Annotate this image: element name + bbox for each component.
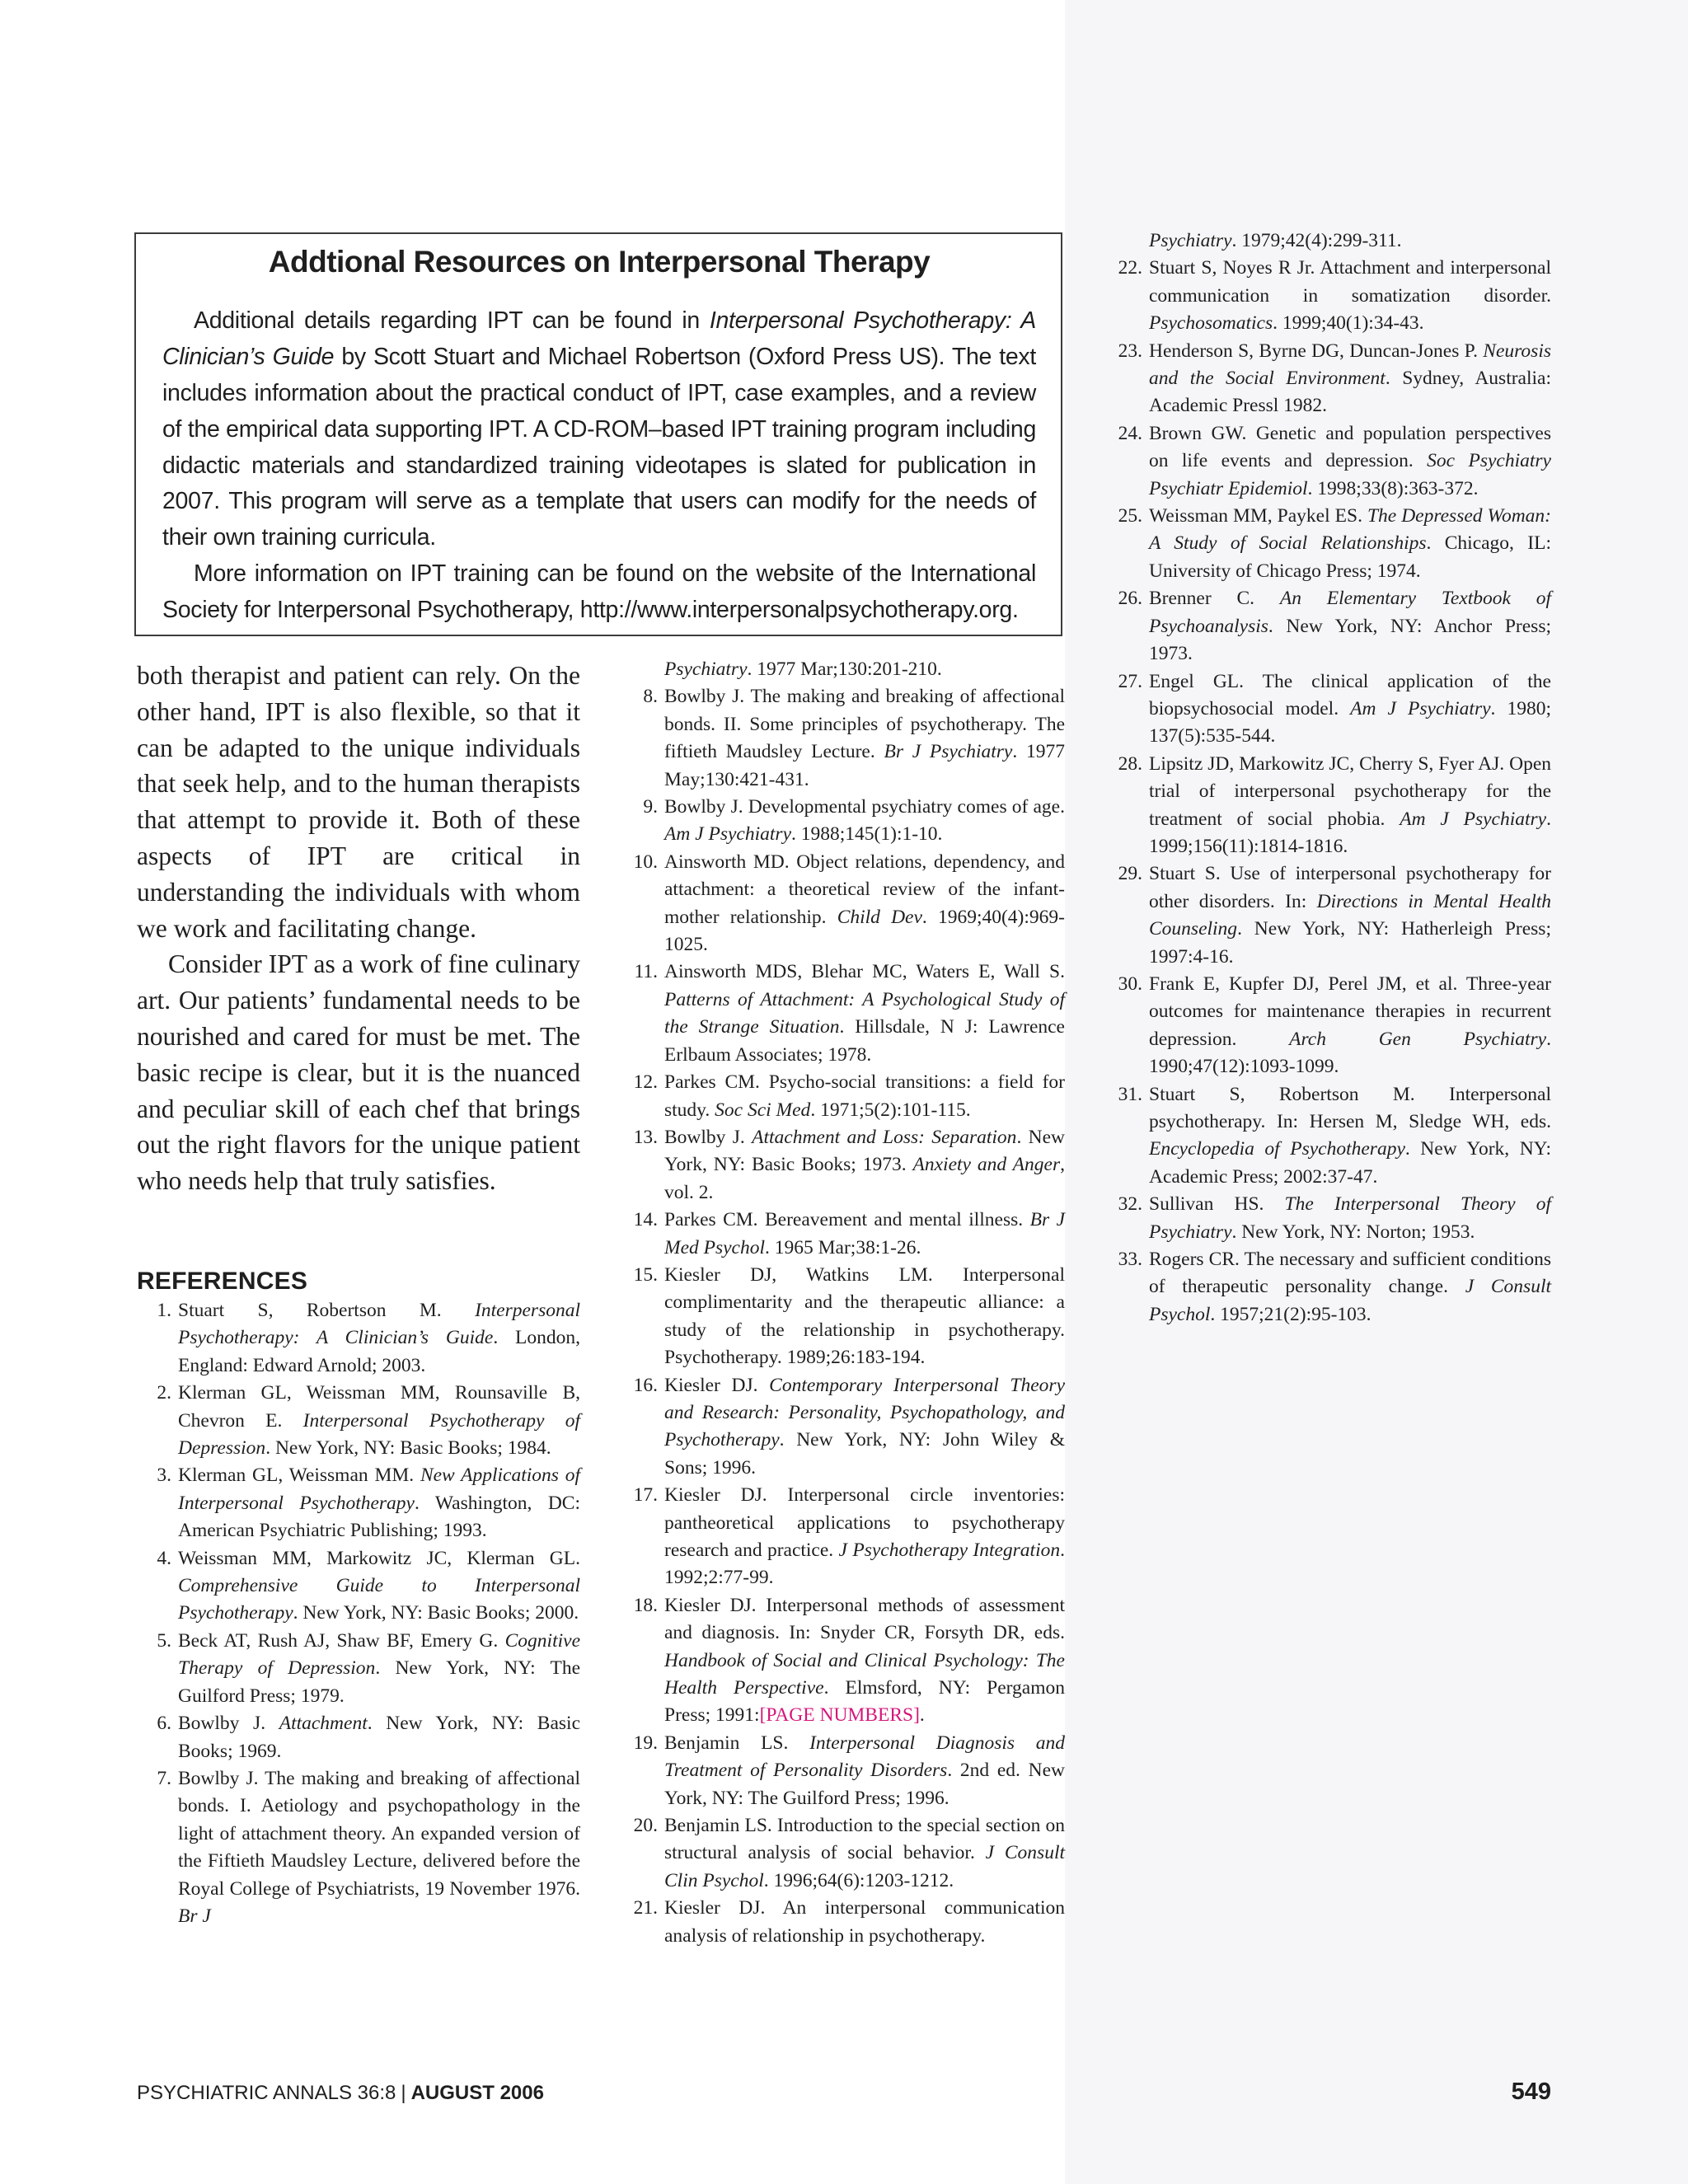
reference-title: Am J Psychiatry: [664, 823, 792, 846]
reference-body: [178, 1548, 580, 1624]
reference-item: [137, 1628, 580, 1710]
reference-body: [1149, 863, 1551, 967]
reference-text: . 1977 Mar;130:201-210.: [747, 658, 942, 680]
reference-text: . New York, NY: John Wiley & Sons; 1996.: [664, 1429, 1065, 1479]
reference-text: . 1965 Mar;38:1-26.: [765, 1236, 921, 1258]
reference-title: Attachment and Loss: Separation: [752, 1126, 1017, 1148]
reference-number: 18.: [633, 1594, 658, 1616]
reference-number: 21.: [633, 1897, 658, 1919]
reference-item: [623, 1069, 1065, 1124]
reference-text: Bowlby J. The making and breaking of affectional bonds. II. Some principles of psychotherapy. The fiftieth Maudsley Lecture.: [664, 686, 1065, 763]
body-paragraph-2: Consider IPT as a work of fine culinary art. Our patients’ fundamental needs to be nourished and cared for must be met. The basic recipe is clear, but it is the nuanced and peculiar skill of each chef that brings out the right flavors for the unique patient who needs help that truly satisfies.: [137, 949, 580, 1196]
resources-sidebar-box: [134, 232, 1062, 636]
reference-body: [664, 1484, 1065, 1588]
reference-number: 12.: [633, 1071, 658, 1094]
reference-text: Klerman GL, Weissman MM.: [178, 1465, 420, 1487]
reference-number: 27.: [1118, 670, 1142, 692]
reference-text: Sullivan HS.: [1149, 1193, 1285, 1216]
reference-number: 4.: [157, 1547, 171, 1569]
reference-item: [137, 1297, 580, 1380]
reference-title: The Depressed Woman: A Study of Social Relationships: [1149, 505, 1551, 555]
reference-continuation: [1108, 227, 1551, 255]
reference-title: Interpersonal Psychotherapy of Depression: [178, 1409, 580, 1460]
reference-number: 20.: [633, 1815, 658, 1837]
reference-title: Handbook of Social and Clinical Psychology: The Health Perspective: [664, 1649, 1065, 1699]
reference-text: Bowlby J.: [664, 1126, 753, 1148]
reference-title: Contemporary Interpersonal Theory and Research: Personality, Psychopathology, and Psychotherapy: [664, 1374, 1065, 1451]
reference-number: 28.: [1118, 752, 1142, 775]
reference-title: J Consult Clin Psychol: [664, 1842, 1065, 1891]
reference-text: . New York, NY: Basic Books; 1973.: [664, 1126, 1066, 1176]
reference-text: . New York, NY: Hatherleigh Press; 1997:4-16.: [1149, 918, 1551, 968]
reference-number: 15.: [633, 1263, 658, 1286]
reference-number: 30.: [1118, 972, 1142, 995]
reference-body: [178, 1465, 580, 1541]
reference-body: [664, 1897, 1065, 1946]
reference-body: [664, 851, 1065, 955]
reference-text: Ainsworth MDS, Blehar MC, Waters E, Wall S.: [664, 961, 1065, 983]
footer-separator: |: [401, 2082, 406, 2104]
reference-title: Comprehensive Guide to Interpersonal Psychotherapy: [178, 1575, 580, 1624]
reference-item: [623, 1730, 1065, 1812]
reference-body: [1149, 340, 1551, 417]
reference-item: [1108, 585, 1551, 668]
reference-item: [1108, 420, 1551, 503]
reference-text: . New York, NY: The Guilford Press; 1979.: [178, 1657, 580, 1707]
reference-text: . 1969;40(4):969-1025.: [664, 906, 1065, 956]
reference-body: [1149, 671, 1551, 748]
reference-number: 5.: [157, 1629, 171, 1652]
reference-item: [137, 1710, 580, 1765]
reference-number: 8.: [643, 686, 658, 708]
reference-text: . 1992;2:77-99.: [664, 1540, 1065, 1589]
reference-body: [178, 1300, 580, 1376]
reference-item: [1108, 338, 1551, 420]
footer-date: AUGUST 2006: [410, 2082, 544, 2104]
reference-title: Interpersonal Diagnosis and Treatment of Personality Disorders: [664, 1732, 1066, 1782]
reference-number: 26.: [1118, 588, 1142, 610]
reference-number: 6.: [157, 1713, 171, 1735]
reference-text: Klerman GL, Weissman MM, Rounsaville B, Chevron E.: [178, 1382, 580, 1432]
reference-text: . 1999;156(11):1814-1816.: [1149, 808, 1551, 857]
reference-body: [1149, 753, 1551, 857]
reference-number: 17.: [633, 1484, 658, 1507]
reference-title: Interpersonal Psychotherapy: A Clinician’s Guide: [178, 1300, 580, 1349]
reference-body: [1149, 257, 1551, 334]
reference-item: [1108, 503, 1551, 585]
reference-number: 14.: [633, 1209, 658, 1231]
reference-title: Neurosis and the Social Environment: [1149, 340, 1551, 390]
reference-item: [623, 1207, 1065, 1262]
reference-body: [1149, 1084, 1551, 1188]
reference-body: [178, 1630, 580, 1707]
reference-title: Am J Psychiatry: [1350, 697, 1491, 719]
reference-number: 24.: [1118, 422, 1142, 444]
reference-number: 19.: [633, 1732, 658, 1754]
reference-text: . Elmsford, NY: Pergamon Press; 1991:: [664, 1677, 1065, 1727]
reference-text: . New York, NY: Basic Books; 1984.: [265, 1437, 551, 1460]
reference-text: Lipsitz JD, Markowitz JC, Cherry S, Fyer AJ. Open trial of interpersonal psychotherapy for the treatment of social phobia.: [1149, 752, 1551, 830]
reference-number: 13.: [633, 1126, 658, 1148]
reference-title: Br J: [178, 1905, 211, 1927]
reference-item: [1108, 1191, 1551, 1246]
reference-item: [137, 1765, 580, 1930]
references-column-1: [137, 1297, 580, 1930]
reference-text: Frank E, Kupfer DJ, Perel JM, et al. Three-year outcomes for maintenance therapies in recurrent depression.: [1149, 972, 1551, 1050]
reference-title: J Consult Psychol: [1149, 1276, 1552, 1325]
reference-text: Benjamin LS.: [664, 1732, 810, 1754]
references-heading: REFERENCES: [137, 1268, 308, 1295]
reference-text: . Hillsdale, N J: Lawrence Erlbaum Associates; 1978.: [664, 1016, 1065, 1066]
reference-text: . London, England: Edward Arnold; 2003.: [178, 1327, 580, 1376]
reference-journal: Psychiatry: [664, 658, 748, 680]
reference-text: Henderson S, Byrne DG, Duncan-Jones P.: [1149, 340, 1484, 362]
reference-number: 33.: [1118, 1249, 1142, 1271]
reference-body: [664, 1595, 1065, 1727]
reference-placeholder: [PAGE NUMBERS]: [759, 1704, 920, 1727]
reference-item: [623, 1372, 1065, 1483]
reference-number: 2.: [157, 1382, 171, 1404]
reference-body: [664, 1815, 1065, 1891]
reference-text: . New York, NY: Academic Press; 2002:37-47.: [1149, 1138, 1552, 1188]
reference-journal: Psychiatry: [1149, 230, 1232, 251]
reference-title: Directions in Mental Health Counseling: [1149, 890, 1551, 940]
reference-title: Soc Psychiatry Psychiatr Epidemiol: [1149, 450, 1551, 499]
reference-item: [623, 1262, 1065, 1372]
reference-text: Engel GL. The clinical application of the biopsychosocial model.: [1149, 670, 1551, 719]
reference-title: Arch Gen Psychiatry: [1289, 1028, 1547, 1050]
reference-body: [664, 796, 1065, 845]
reference-text: . New York, NY: Basic Books; 1969.: [178, 1713, 580, 1762]
reference-title: The Interpersonal Theory of Psychiatry: [1149, 1193, 1551, 1243]
reference-title: Encyclopedia of Psychotherapy: [1149, 1138, 1405, 1160]
reference-text: . 1979;42(4):299-311.: [1231, 230, 1402, 251]
reference-item: [623, 1812, 1065, 1895]
reference-title: Cognitive Therapy of Depression: [178, 1629, 580, 1680]
reference-item: [623, 958, 1065, 1069]
reference-number: 23.: [1118, 340, 1142, 362]
reference-body: [664, 686, 1065, 790]
reference-number: 32.: [1118, 1193, 1142, 1216]
reference-text: Bowlby J. The making and breaking of affectional bonds. I. Aetiology and psychopathology in the light of attachment theory. An expanded version of the Fiftieth Maudsley Lecture, delivered before the Royal College of Psychiatrists, 19 November 1976.: [178, 1767, 580, 1900]
reference-text: . 1988;145(1):1-10.: [791, 823, 943, 846]
reference-text: Stuart S, Robertson M.: [178, 1300, 476, 1321]
reference-body: [1149, 1249, 1551, 1325]
reference-body: [664, 1127, 1065, 1203]
reference-item: [137, 1545, 580, 1628]
reference-title: Soc Sci Med: [715, 1099, 811, 1121]
reference-item: [1108, 751, 1551, 861]
reference-text: . 1998;33(8):363-372.: [1307, 477, 1479, 499]
reference-text: Parkes CM. Psycho-social transitions: a field for study.: [664, 1071, 1065, 1121]
reference-number: 7.: [157, 1767, 171, 1789]
reference-text: Brown GW. Genetic and population perspectives on life events and depression.: [1149, 422, 1551, 472]
reference-item: [1108, 255, 1551, 337]
reference-title: Child Dev: [837, 906, 922, 928]
reference-text: Stuart S, Noyes R Jr. Attachment and interpersonal communication in somatization disorder.: [1149, 257, 1551, 307]
reference-title: Psychosomatics: [1149, 312, 1273, 335]
reference-item: [1108, 860, 1551, 971]
footer-journal-info: [137, 2082, 544, 2105]
references-column-2: [623, 656, 1065, 1950]
reference-item: [1108, 668, 1551, 751]
body-text-column: [137, 658, 580, 1199]
reference-number: 11.: [634, 961, 658, 983]
reference-body: [178, 1382, 580, 1459]
reference-body: [1149, 973, 1551, 1077]
reference-item: [623, 794, 1065, 849]
reference-text: Kiesler DJ, Watkins LM. Interpersonal complimentarity and the therapeutic alliance: a study of the relationship in psychotherapy. Psychotherapy. 1989;26:183-194.: [664, 1263, 1065, 1369]
reference-text: . New York, NY: Norton; 1953.: [1231, 1221, 1475, 1243]
reference-item: [1108, 1081, 1551, 1192]
reference-title: Attachment: [279, 1713, 368, 1735]
reference-item: [1108, 971, 1551, 1081]
reference-text: . 1977 May;130:421-431.: [664, 741, 1065, 790]
reference-number: 3.: [157, 1465, 171, 1487]
reference-text: Benjamin LS. Introduction to the special section on structural analysis of social behavior.: [664, 1815, 1065, 1864]
reference-text: . 1980; 137(5):535-544.: [1149, 697, 1551, 748]
reference-text: . Sydney, Australia: Academic Pressl 1982.: [1149, 368, 1551, 417]
reference-body: [664, 961, 1065, 1065]
sidebar-title: Addtional Resources on Interpersonal Therapy: [268, 245, 931, 279]
reference-number: 10.: [633, 851, 658, 873]
reference-body: [664, 1264, 1065, 1368]
reference-text: Beck AT, Rush AJ, Shaw BF, Emery G.: [178, 1629, 505, 1652]
reference-text: . 2nd ed. New York, NY: The Guilford Press; 1996.: [664, 1760, 1065, 1809]
reference-text: Weissman MM, Markowitz JC, Klerman GL.: [178, 1547, 580, 1569]
reference-text: Kiesler DJ. Interpersonal methods of assessment and diagnosis. In: Snyder CR, Forsyth DR, eds.: [664, 1594, 1065, 1644]
reference-item: [623, 683, 1065, 794]
reference-number: 22.: [1118, 257, 1142, 279]
reference-text: Ainsworth MD. Object relations, dependency, and attachment: a theoretical review of the infant-mother relationship.: [664, 851, 1065, 928]
reference-text: . 1971;5(2):101-115.: [810, 1099, 971, 1121]
reference-text: Bowlby J.: [178, 1713, 279, 1735]
reference-text: . New York, NY: Anchor Press; 1973.: [1149, 615, 1551, 665]
reference-text: Kiesler DJ. An interpersonal communication analysis of relationship in psychotherapy.: [664, 1897, 1065, 1947]
page-number: 549: [1511, 2079, 1551, 2105]
reference-text: . Chicago, IL: University of Chicago Press; 1974.: [1149, 532, 1551, 582]
reference-body: [178, 1713, 580, 1761]
reference-continuation: [623, 656, 1065, 683]
reference-item: [623, 1592, 1065, 1730]
reference-item: [623, 1895, 1065, 1950]
reference-text: .: [919, 1704, 925, 1727]
reference-text: Stuart S. Use of interpersonal psychotherapy for other disorders. In:: [1149, 863, 1551, 912]
reference-title: An Elementary Textbook of Psychoanalysis: [1149, 588, 1551, 637]
reference-text: . 1990;47(12):1093-1099.: [1149, 1028, 1551, 1078]
reference-item: [623, 849, 1065, 959]
reference-text: Rogers CR. The necessary and sufficient conditions of therapeutic personality change.: [1149, 1249, 1551, 1298]
sidebar-paragraph-1: [162, 303, 1036, 556]
reference-text: Stuart S, Robertson M. Interpersonal psychotherapy. In: Hersen M, Sledge WH, eds.: [1149, 1083, 1551, 1132]
reference-text: Kiesler DJ. Interpersonal circle inventories: pantheoretical applications to psychotherapy research and practice.: [664, 1484, 1065, 1561]
reference-item: [1108, 1246, 1551, 1329]
reference-number: 31.: [1118, 1083, 1142, 1105]
reference-text: . 1999;40(1):34-43.: [1273, 312, 1424, 335]
reference-title: Patterns of Attachment: A Psychological Study of the Strange Situation: [664, 988, 1065, 1038]
reference-text: . New York, NY: Basic Books; 2000.: [293, 1602, 579, 1624]
body-paragraph-1: both therapist and patient can rely. On the other hand, IPT is also flexible, so that it can be adapted to the unique individuals that seek help, and to the human therapists that attempt to provide it. Both of these aspects of IPT are critical in understanding the individuals with whom we work and facilitating change.: [137, 661, 580, 943]
reference-text: Bowlby J. Developmental psychiatry comes of age.: [664, 796, 1065, 818]
reference-text: . 1996;64(6):1203-1212.: [763, 1869, 954, 1891]
references-column-3: [1108, 227, 1551, 1329]
reference-text: Kiesler DJ.: [664, 1374, 770, 1396]
reference-text: Brenner C.: [1149, 588, 1280, 610]
reference-body: [1149, 588, 1551, 664]
reference-title: Br J Psychiatry: [884, 741, 1013, 763]
reference-text: Weissman MM, Paykel ES.: [1149, 505, 1367, 527]
reference-number: 9.: [643, 796, 658, 818]
reference-number: 25.: [1118, 505, 1142, 527]
reference-text: , vol. 2.: [664, 1154, 1065, 1203]
reference-text: Parkes CM. Bereavement and mental illness.: [664, 1209, 1030, 1231]
reference-number: 29.: [1118, 863, 1142, 885]
reference-body: [1149, 1193, 1551, 1242]
footer-journal: PSYCHIATRIC ANNALS 36:8: [137, 2082, 396, 2104]
reference-body: [178, 1768, 580, 1927]
reference-body: [664, 1732, 1065, 1809]
reference-title: J Psychotherapy Integration: [838, 1540, 1061, 1561]
sidebar-text: by Scott Stuart and Michael Robertson (Oxford Press US). The text includes information about the practical conduct of IPT, case examples, and a review of the empirical data supporting IPT. A CD-ROM–based IPT training program including didactic materials and standardized training videotapes is slated for publication in 2007. This program will serve as a template that users can modify for the needs of their own training curricula.: [162, 344, 1036, 551]
sidebar-text: Additional details regarding IPT can be found in: [194, 307, 710, 335]
reference-body: [664, 1209, 1065, 1258]
reference-body: [1149, 423, 1551, 499]
reference-text: . Washington, DC: American Psychiatric Publishing; 1993.: [178, 1492, 581, 1542]
reference-item: [623, 1124, 1065, 1207]
reference-number: 1.: [157, 1300, 171, 1321]
reference-title: Am J Psychiatry: [1400, 808, 1547, 830]
reference-number: 16.: [633, 1374, 658, 1396]
reference-title: New Applications of Interpersonal Psychotherapy: [178, 1465, 580, 1514]
reference-title: Anxiety and Anger: [912, 1154, 1061, 1176]
reference-item: [137, 1462, 580, 1544]
reference-text: . 1957;21(2):95-103.: [1210, 1303, 1372, 1325]
reference-item: [137, 1380, 580, 1462]
sidebar-book-title: Interpersonal Psychotherapy: A Clinician’s Guide: [162, 307, 1036, 371]
sidebar-paragraph-2: More information on IPT training can be found on the website of the International Society for Interpersonal Psychotherapy, http://www.interpersonalpsychotherapy.org.: [162, 560, 1036, 623]
reference-item: [623, 1482, 1065, 1592]
reference-body: [1149, 505, 1551, 582]
reference-title: Br J Med Psychol: [664, 1209, 1065, 1258]
reference-body: [664, 1071, 1065, 1120]
reference-body: [664, 1375, 1065, 1479]
